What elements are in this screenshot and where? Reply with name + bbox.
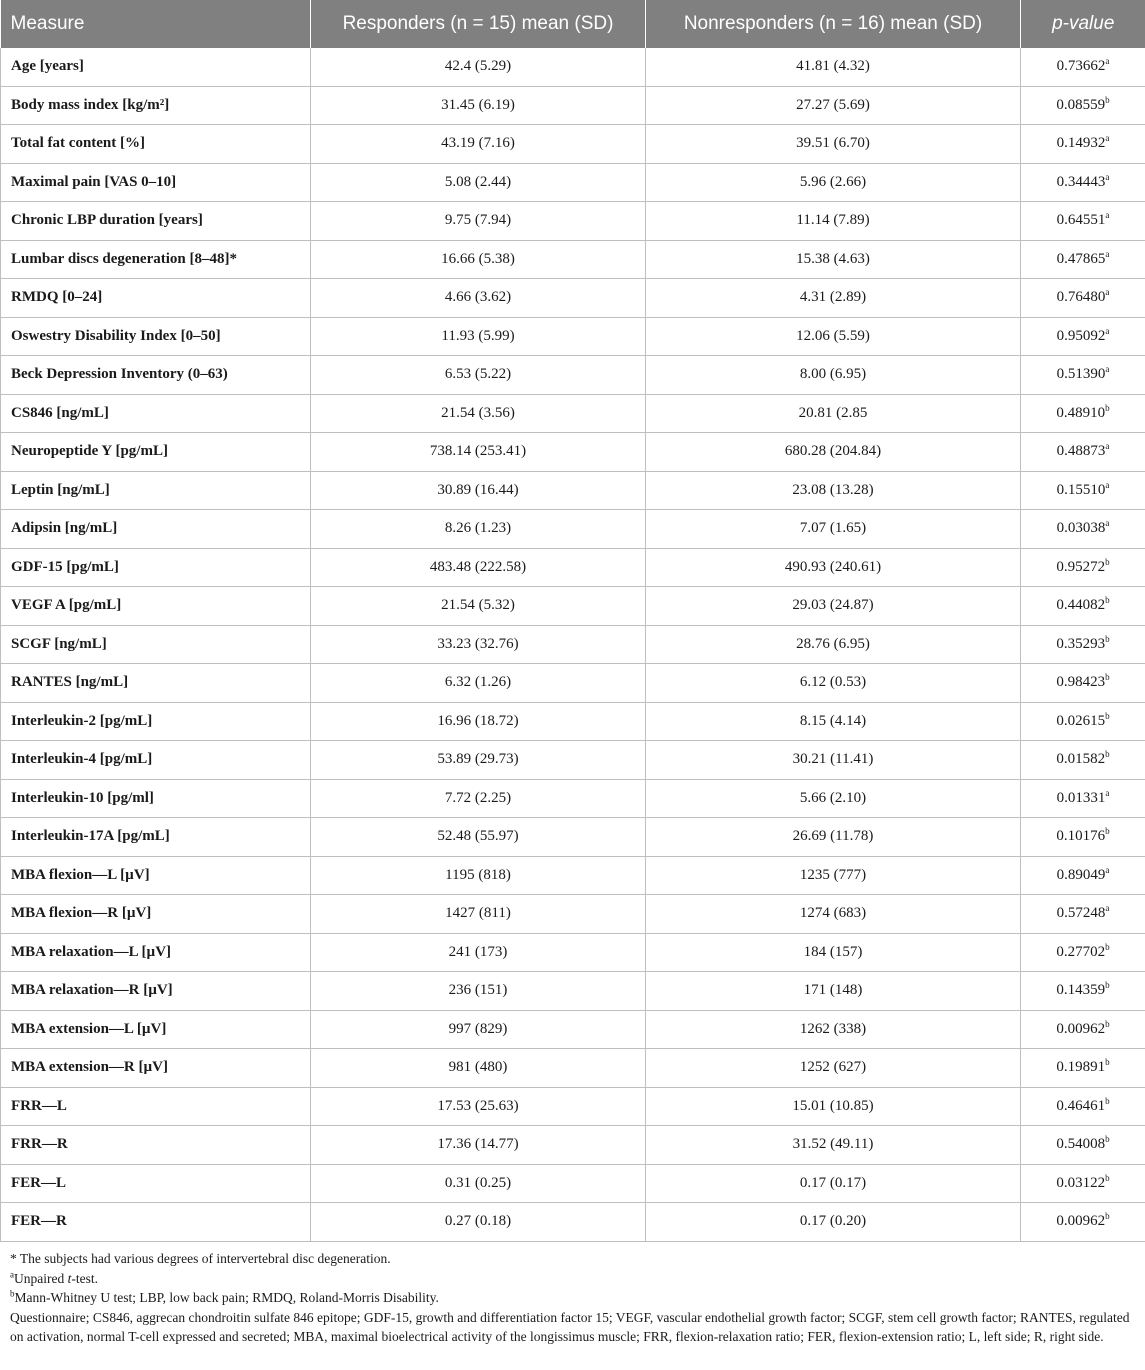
pvalue-number: 0.98423	[1056, 674, 1106, 691]
cell-pvalue	[1021, 1087, 1145, 1126]
cell-responders: 11.93 (5.99)	[311, 317, 646, 356]
pvalue-number: 0.46461	[1056, 1097, 1106, 1114]
cell-nonresponders: 1235 (777)	[646, 856, 1021, 895]
cell-responders: 6.53 (5.22)	[311, 356, 646, 395]
cell-nonresponders: 5.66 (2.10)	[646, 779, 1021, 818]
table-row	[1, 1010, 1145, 1049]
cell-responders: 21.54 (5.32)	[311, 587, 646, 626]
cell-nonresponders: 1262 (338)	[646, 1010, 1021, 1049]
cell-pvalue	[1021, 163, 1145, 202]
pvalue-test-marker: a	[1105, 518, 1110, 529]
cell-responders: 31.45 (6.19)	[311, 86, 646, 125]
header-measure: Measure	[1, 0, 311, 48]
cell-responders: 483.48 (222.58)	[311, 548, 646, 587]
cell-measure: FRR—R	[1, 1126, 311, 1165]
pvalue-test-marker: b	[1105, 749, 1110, 760]
footnote-a-text-before: Unpaired	[14, 1270, 68, 1286]
table-row	[1, 125, 1145, 164]
footnote-b	[10, 1288, 1135, 1308]
cell-nonresponders: 4.31 (2.89)	[646, 279, 1021, 318]
pvalue-test-marker: b	[1105, 94, 1110, 105]
header-pvalue-text: p-value	[1052, 13, 1115, 34]
pvalue-test-marker: b	[1105, 1134, 1110, 1145]
pvalue-number: 0.35293	[1056, 635, 1106, 652]
table-row	[1, 664, 1145, 703]
cell-measure: Total fat content [%]	[1, 125, 311, 164]
cell-pvalue	[1021, 125, 1145, 164]
cell-responders: 241 (173)	[311, 933, 646, 972]
pvalue-test-marker: a	[1105, 441, 1110, 452]
pvalue-number: 0.08559	[1056, 96, 1106, 113]
cell-responders: 16.66 (5.38)	[311, 240, 646, 279]
cell-responders: 236 (151)	[311, 972, 646, 1011]
pvalue-test-marker: b	[1105, 1211, 1110, 1222]
pvalue-number: 0.00962	[1056, 1213, 1106, 1230]
header-nonresponders: Nonresponders (n = 16) mean (SD)	[646, 0, 1021, 48]
cell-measure: VEGF A [pg/mL]	[1, 587, 311, 626]
cell-nonresponders: 1252 (627)	[646, 1049, 1021, 1088]
pvalue-number: 0.27702	[1056, 943, 1106, 960]
cell-pvalue	[1021, 972, 1145, 1011]
cell-nonresponders: 15.01 (10.85)	[646, 1087, 1021, 1126]
cell-responders: 43.19 (7.16)	[311, 125, 646, 164]
table-row	[1, 48, 1145, 86]
pvalue-test-marker: a	[1105, 903, 1110, 914]
pvalue-test-marker: b	[1105, 1172, 1110, 1183]
cell-nonresponders: 41.81 (4.32)	[646, 48, 1021, 86]
cell-responders: 17.36 (14.77)	[311, 1126, 646, 1165]
cell-measure: CS846 [ng/mL]	[1, 394, 311, 433]
cell-pvalue	[1021, 741, 1145, 780]
cell-pvalue	[1021, 1010, 1145, 1049]
footnote-b-symbol: b	[10, 1288, 15, 1299]
cell-nonresponders: 490.93 (240.61)	[646, 548, 1021, 587]
cell-pvalue	[1021, 433, 1145, 472]
pvalue-number: 0.03122	[1056, 1174, 1106, 1191]
cell-pvalue	[1021, 279, 1145, 318]
cell-responders: 0.31 (0.25)	[311, 1164, 646, 1203]
pvalue-test-marker: a	[1105, 171, 1110, 182]
cell-responders: 9.75 (7.94)	[311, 202, 646, 241]
table-row	[1, 433, 1145, 472]
table-row	[1, 1164, 1145, 1203]
pvalue-number: 0.00962	[1056, 1020, 1106, 1037]
pvalue-number: 0.10176	[1056, 828, 1106, 845]
footnote-a-text-italic: t	[67, 1270, 72, 1286]
cell-measure: RMDQ [0–24]	[1, 279, 311, 318]
pvalue-number: 0.01331	[1056, 789, 1106, 806]
cell-pvalue	[1021, 1164, 1145, 1203]
cell-measure: Leptin [ng/mL]	[1, 471, 311, 510]
pvalue-number: 0.01582	[1056, 751, 1106, 768]
table-row	[1, 163, 1145, 202]
pvalue-test-marker: b	[1105, 672, 1110, 683]
pvalue-test-marker: a	[1105, 210, 1110, 221]
cell-responders: 21.54 (3.56)	[311, 394, 646, 433]
cell-pvalue	[1021, 356, 1145, 395]
cell-pvalue	[1021, 1049, 1145, 1088]
pvalue-number: 0.19891	[1056, 1059, 1106, 1076]
cell-pvalue	[1021, 1203, 1145, 1242]
cell-responders: 6.32 (1.26)	[311, 664, 646, 703]
pvalue-test-marker: b	[1105, 595, 1110, 606]
cell-pvalue	[1021, 625, 1145, 664]
table-row	[1, 818, 1145, 857]
table-row	[1, 779, 1145, 818]
cell-measure: MBA flexion—L [µV]	[1, 856, 311, 895]
table-row	[1, 510, 1145, 549]
pvalue-test-marker: b	[1105, 556, 1110, 567]
cell-nonresponders: 171 (148)	[646, 972, 1021, 1011]
cell-nonresponders: 8.15 (4.14)	[646, 702, 1021, 741]
pvalue-test-marker: a	[1105, 56, 1110, 67]
cell-measure: GDF-15 [pg/mL]	[1, 548, 311, 587]
table-row	[1, 240, 1145, 279]
pvalue-number: 0.89049	[1056, 866, 1106, 883]
cell-measure: MBA relaxation—L [µV]	[1, 933, 311, 972]
header-responders: Responders (n = 15) mean (SD)	[311, 0, 646, 48]
cell-measure: Age [years]	[1, 48, 311, 86]
cell-pvalue	[1021, 48, 1145, 86]
cell-responders: 981 (480)	[311, 1049, 646, 1088]
footnote-star: * The subjects had various degrees of intervertebral disc degeneration.	[10, 1251, 391, 1266]
cell-nonresponders: 23.08 (13.28)	[646, 471, 1021, 510]
cell-measure: MBA flexion—R [µV]	[1, 895, 311, 934]
cell-pvalue	[1021, 510, 1145, 549]
pvalue-number: 0.73662	[1056, 58, 1106, 75]
cell-pvalue	[1021, 856, 1145, 895]
cell-nonresponders: 31.52 (49.11)	[646, 1126, 1021, 1165]
cell-responders: 17.53 (25.63)	[311, 1087, 646, 1126]
cell-measure: Interleukin-17A [pg/mL]	[1, 818, 311, 857]
table-row	[1, 1126, 1145, 1165]
cell-measure: FRR—L	[1, 1087, 311, 1126]
table-row	[1, 202, 1145, 241]
pvalue-number: 0.34443	[1056, 173, 1106, 190]
pvalue-number: 0.51390	[1056, 366, 1106, 383]
table-footnotes	[10, 1249, 1135, 1347]
cell-pvalue	[1021, 1126, 1145, 1165]
pvalue-number: 0.03038	[1056, 520, 1106, 537]
pvalue-number: 0.57248	[1056, 905, 1106, 922]
cell-responders: 738.14 (253.41)	[311, 433, 646, 472]
pvalue-test-marker: a	[1105, 864, 1110, 875]
table-row	[1, 471, 1145, 510]
cell-measure: Interleukin-10 [pg/ml]	[1, 779, 311, 818]
pvalue-number: 0.48873	[1056, 443, 1106, 460]
cell-measure: Maximal pain [VAS 0–10]	[1, 163, 311, 202]
cell-nonresponders: 11.14 (7.89)	[646, 202, 1021, 241]
cell-nonresponders: 26.69 (11.78)	[646, 818, 1021, 857]
cell-measure: SCGF [ng/mL]	[1, 625, 311, 664]
cell-nonresponders: 5.96 (2.66)	[646, 163, 1021, 202]
cell-pvalue	[1021, 664, 1145, 703]
pvalue-number: 0.76480	[1056, 289, 1106, 306]
pvalue-number: 0.02615	[1056, 712, 1106, 729]
pvalue-test-marker: a	[1105, 133, 1110, 144]
cell-responders: 5.08 (2.44)	[311, 163, 646, 202]
cell-nonresponders: 6.12 (0.53)	[646, 664, 1021, 703]
table-row	[1, 394, 1145, 433]
cell-nonresponders: 1274 (683)	[646, 895, 1021, 934]
cell-nonresponders: 184 (157)	[646, 933, 1021, 972]
cell-pvalue	[1021, 548, 1145, 587]
cell-nonresponders: 0.17 (0.17)	[646, 1164, 1021, 1203]
footnote-b-text: Mann-Whitney U test; LBP, low back pain; RMDQ, Roland-Morris Disability.	[14, 1290, 439, 1305]
pvalue-number: 0.95092	[1056, 327, 1106, 344]
pvalue-number: 0.48910	[1056, 404, 1106, 421]
pvalue-number: 0.54008	[1056, 1136, 1106, 1153]
cell-pvalue	[1021, 895, 1145, 934]
cell-responders: 33.23 (32.76)	[311, 625, 646, 664]
table-row	[1, 895, 1145, 934]
cell-nonresponders: 30.21 (11.41)	[646, 741, 1021, 780]
table-row	[1, 279, 1145, 318]
cell-measure: Beck Depression Inventory (0–63)	[1, 356, 311, 395]
table-row	[1, 1049, 1145, 1088]
table-row	[1, 356, 1145, 395]
table-row	[1, 741, 1145, 780]
pvalue-test-marker: a	[1105, 287, 1110, 298]
footnote-a	[10, 1269, 1135, 1289]
cell-measure: Adipsin [ng/mL]	[1, 510, 311, 549]
cell-responders: 42.4 (5.29)	[311, 48, 646, 86]
pvalue-test-marker: a	[1105, 787, 1110, 798]
cell-measure: MBA relaxation—R [µV]	[1, 972, 311, 1011]
cell-pvalue	[1021, 702, 1145, 741]
pvalue-test-marker: b	[1105, 1018, 1110, 1029]
cell-measure: Interleukin-4 [pg/mL]	[1, 741, 311, 780]
pvalue-test-marker: b	[1105, 826, 1110, 837]
cell-pvalue	[1021, 471, 1145, 510]
cell-responders: 30.89 (16.44)	[311, 471, 646, 510]
cell-measure: MBA extension—R [µV]	[1, 1049, 311, 1088]
table-row	[1, 1203, 1145, 1242]
cell-pvalue	[1021, 933, 1145, 972]
cell-nonresponders: 29.03 (24.87)	[646, 587, 1021, 626]
cell-nonresponders: 12.06 (5.59)	[646, 317, 1021, 356]
cell-responders: 52.48 (55.97)	[311, 818, 646, 857]
pvalue-test-marker: a	[1105, 479, 1110, 490]
table-row	[1, 933, 1145, 972]
cell-responders: 4.66 (3.62)	[311, 279, 646, 318]
footnote-abbreviations: Questionnaire; CS846, aggrecan chondroitin sulfate 846 epitope; GDF-15, growth and differentiation factor 15; VEGF, vascular endothelial growth factor; SCGF, stem cell growth factor; RANTES, regulated on activation, normal T-cell expressed and secreted; MBA, maximal bioelectrical activity of the longissimus muscle; FRR, flexion-relaxation ratio; FER, flexion-extension ratio; L, left side; R, right side.	[10, 1309, 1130, 1344]
table-body	[1, 48, 1145, 1241]
header-row	[1, 0, 1145, 48]
pvalue-test-marker: a	[1105, 248, 1110, 259]
cell-measure: Chronic LBP duration [years]	[1, 202, 311, 241]
table-row	[1, 702, 1145, 741]
table-row	[1, 587, 1145, 626]
pvalue-test-marker: a	[1105, 325, 1110, 336]
pvalue-number: 0.15510	[1056, 481, 1106, 498]
table-row	[1, 86, 1145, 125]
pvalue-number: 0.47865	[1056, 250, 1106, 267]
cell-nonresponders: 39.51 (6.70)	[646, 125, 1021, 164]
cell-pvalue	[1021, 86, 1145, 125]
cell-measure: MBA extension—L [µV]	[1, 1010, 311, 1049]
cell-nonresponders: 20.81 (2.85	[646, 394, 1021, 433]
cell-measure: Neuropeptide Y [pg/mL]	[1, 433, 311, 472]
cell-responders: 0.27 (0.18)	[311, 1203, 646, 1242]
cell-pvalue	[1021, 394, 1145, 433]
cell-nonresponders: 15.38 (4.63)	[646, 240, 1021, 279]
header-pvalue	[1021, 0, 1145, 48]
cell-nonresponders: 28.76 (6.95)	[646, 625, 1021, 664]
pvalue-test-marker: b	[1105, 402, 1110, 413]
cell-pvalue	[1021, 818, 1145, 857]
cell-pvalue	[1021, 587, 1145, 626]
cell-nonresponders: 8.00 (6.95)	[646, 356, 1021, 395]
pvalue-test-marker: b	[1105, 633, 1110, 644]
pvalue-test-marker: a	[1105, 364, 1110, 375]
cell-pvalue	[1021, 779, 1145, 818]
cell-measure: RANTES [ng/mL]	[1, 664, 311, 703]
cell-responders: 53.89 (29.73)	[311, 741, 646, 780]
cell-responders: 8.26 (1.23)	[311, 510, 646, 549]
pvalue-number: 0.95272	[1056, 558, 1106, 575]
cell-nonresponders: 27.27 (5.69)	[646, 86, 1021, 125]
cell-responders: 7.72 (2.25)	[311, 779, 646, 818]
table-row	[1, 625, 1145, 664]
cell-measure: Body mass index [kg/m²]	[1, 86, 311, 125]
pvalue-number: 0.44082	[1056, 597, 1106, 614]
pvalue-number: 0.64551	[1056, 212, 1106, 229]
table-row	[1, 972, 1145, 1011]
pvalue-number: 0.14359	[1056, 982, 1106, 999]
pvalue-number: 0.14932	[1056, 135, 1106, 152]
table-row	[1, 317, 1145, 356]
cell-responders: 997 (829)	[311, 1010, 646, 1049]
cell-responders: 1427 (811)	[311, 895, 646, 934]
pvalue-test-marker: b	[1105, 1057, 1110, 1068]
cell-measure: Oswestry Disability Index [0–50]	[1, 317, 311, 356]
footnote-a-text-after: -test.	[71, 1270, 98, 1286]
cell-measure: FER—L	[1, 1164, 311, 1203]
footnote-a-symbol: a	[10, 1269, 14, 1279]
cell-measure: Lumbar discs degeneration [8–48]*	[1, 240, 311, 279]
table-row	[1, 856, 1145, 895]
cell-measure: Interleukin-2 [pg/mL]	[1, 702, 311, 741]
table-row	[1, 548, 1145, 587]
cell-nonresponders: 0.17 (0.20)	[646, 1203, 1021, 1242]
cell-pvalue	[1021, 317, 1145, 356]
cell-nonresponders: 680.28 (204.84)	[646, 433, 1021, 472]
cell-pvalue	[1021, 240, 1145, 279]
cell-pvalue	[1021, 202, 1145, 241]
pvalue-test-marker: b	[1105, 710, 1110, 721]
cell-responders: 1195 (818)	[311, 856, 646, 895]
pvalue-test-marker: b	[1105, 980, 1110, 991]
cell-measure: FER—R	[1, 1203, 311, 1242]
table-row	[1, 1087, 1145, 1126]
cell-nonresponders: 7.07 (1.65)	[646, 510, 1021, 549]
cell-responders: 16.96 (18.72)	[311, 702, 646, 741]
pvalue-test-marker: b	[1105, 941, 1110, 952]
table-header	[1, 0, 1145, 48]
pvalue-test-marker: b	[1105, 1095, 1110, 1106]
